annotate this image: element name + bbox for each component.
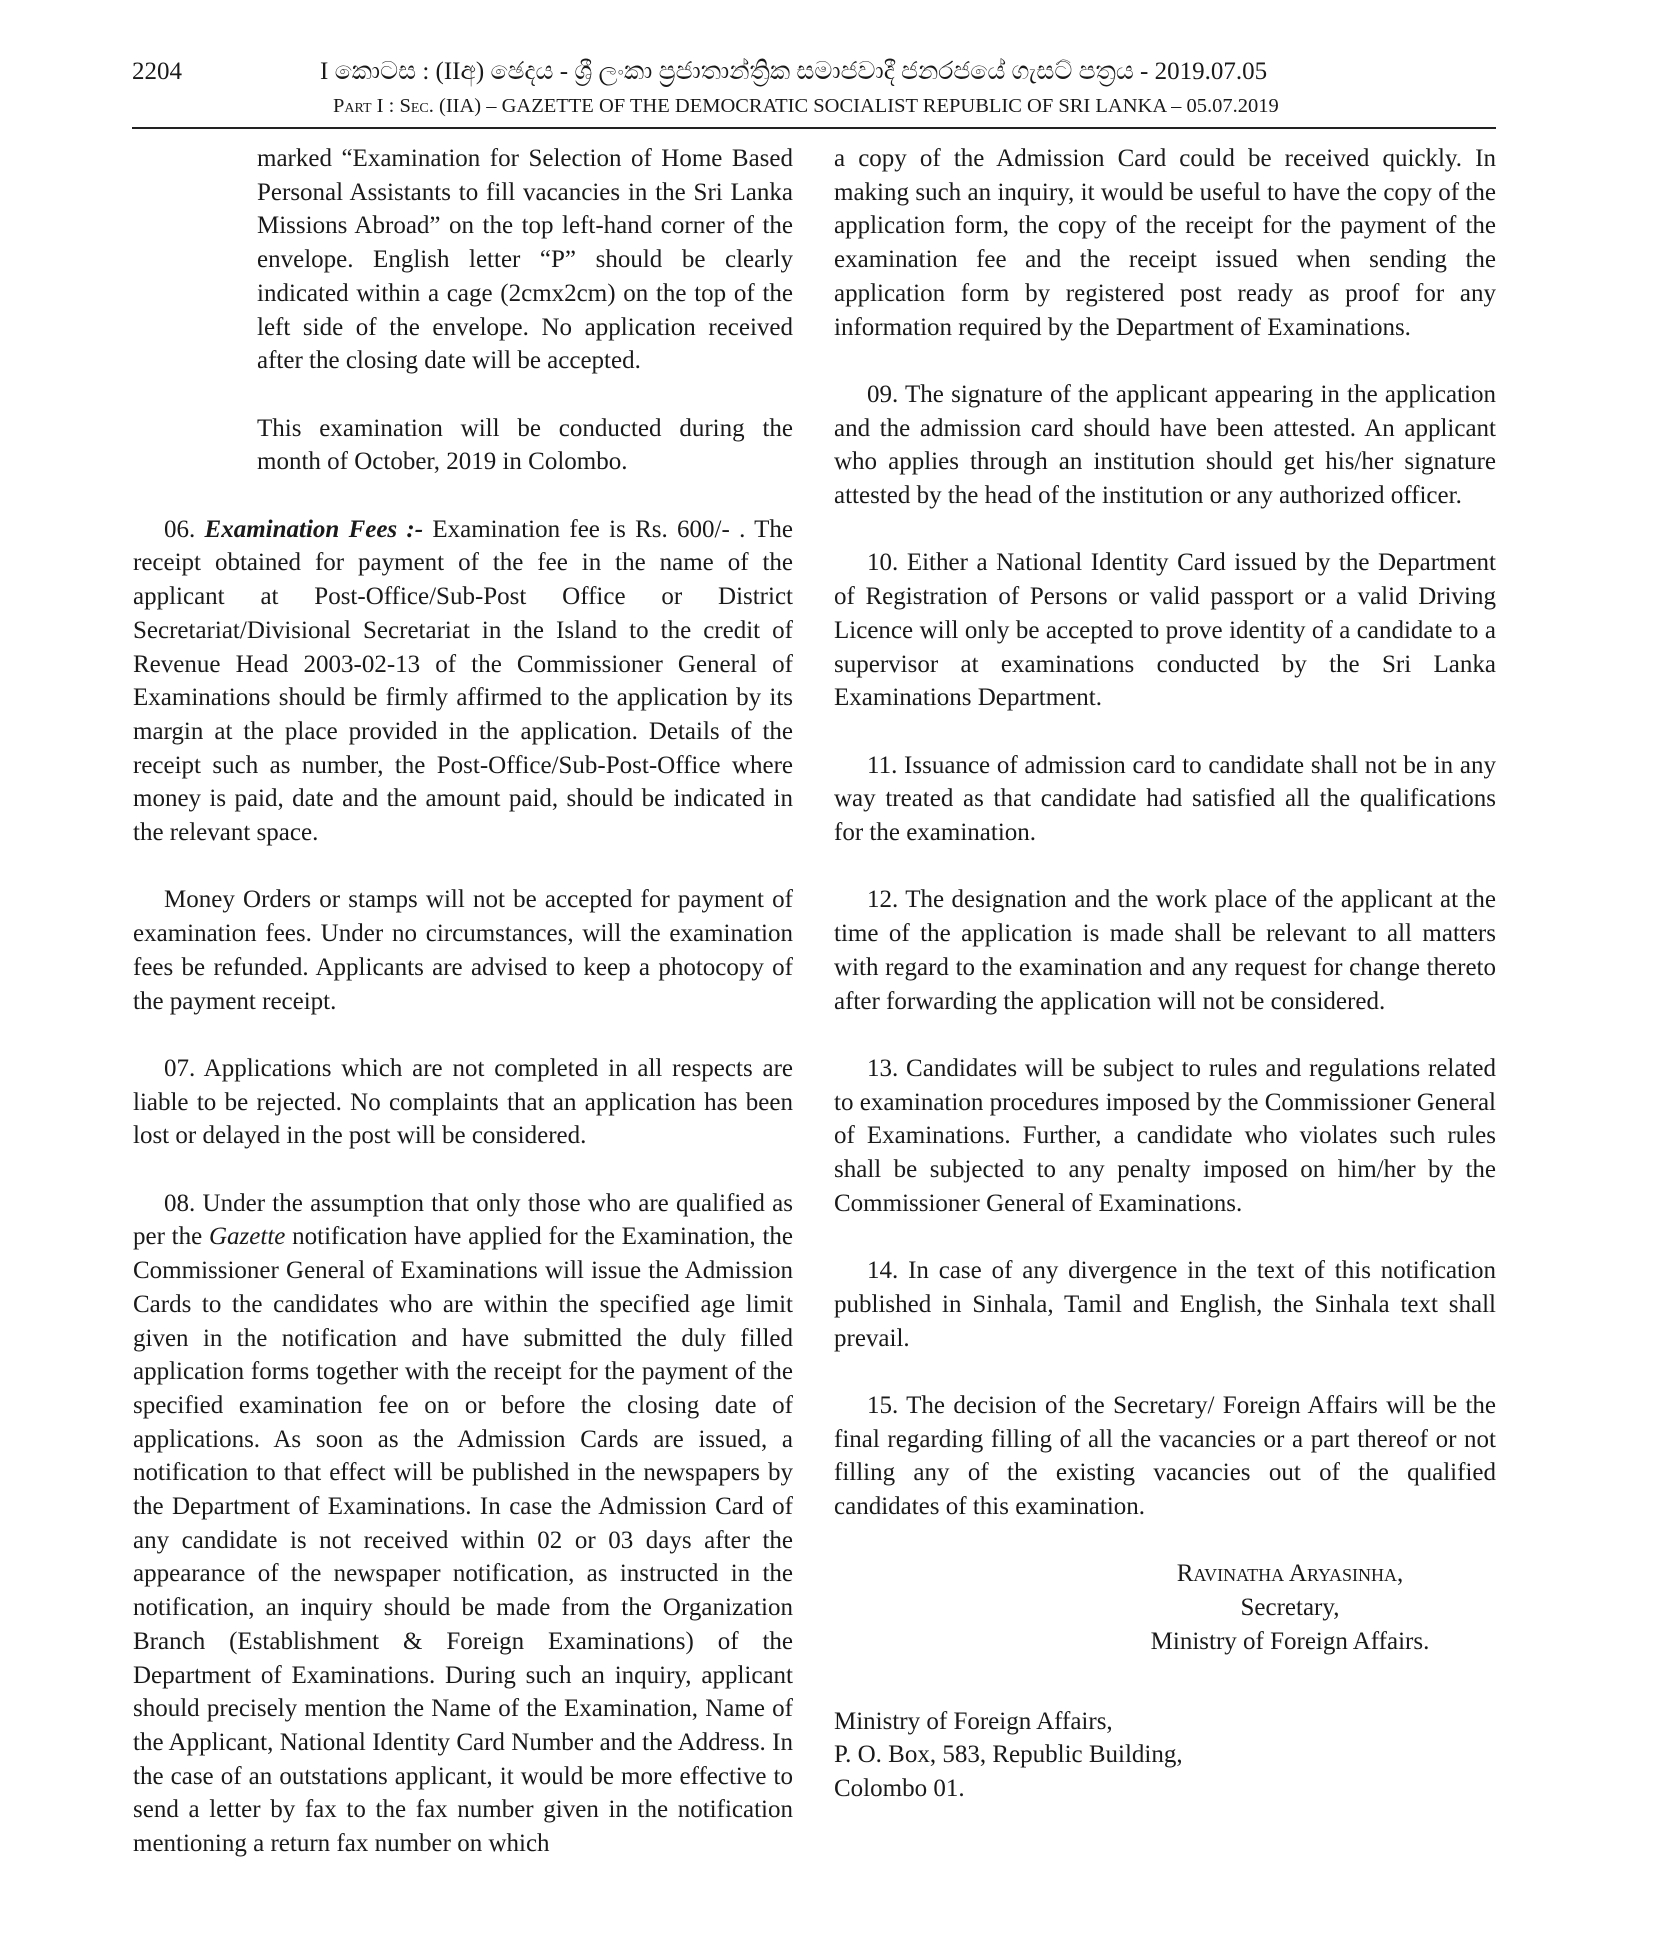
paragraph-exam-date: This examination will be conducted during the month of October, 2019 in Colombo. [257,414,793,476]
section-number: 06. [164,515,196,543]
left-column [133,142,793,1861]
address-line-3: Colombo 01. [834,1774,965,1802]
signatory-name: Ravinatha Aryasinha, [1176,1560,1404,1588]
paragraph-12-designation: 12. The designation and the work place of the applicant at the time of the application is made shall be relevant to all matters with regard to the examination and any request for change thereto after forwarding the application will not be considered. [834,886,1496,1015]
p08-text-a: 08. Under the assumption that only those who are qualified as per the [133,1189,793,1251]
page-number: 2204 [132,58,182,85]
paragraph-14-divergence: 14. In case of any divergence in the text of this notification published in Sinhala, Tamil and English, the Sinhala text shall prevail. [834,1257,1496,1352]
gazette-header-sinhala: I කොටස : (IIඅ) ඡෙදය - ශ්‍රී ලංකා ප්‍රජාතාන්ත්‍රික සමාජවාදී ජනරජයේ ගැසට් පත්‍රය - 2019.07.05 [320,58,1268,85]
p08-gazette: Gazette [209,1223,286,1251]
header-divider [132,127,1496,129]
address-line-2: P. O. Box, 583, Republic Building, [834,1741,1183,1769]
address-line-1: Ministry of Foreign Affairs, [834,1707,1113,1735]
paragraph-09-signature: 09. The signature of the applicant appearing in the application and the admission card should have been attested. An applicant who applies through an institution should get his/her signature attested by the head of the institution or any authorized officer. [834,380,1496,510]
ministry-address [834,1705,1496,1806]
signatory-title: Secretary, [1240,1594,1340,1622]
paragraph-08-admission-cards [133,1187,793,1861]
section-text: Examination fee is Rs. 600/- . The receipt obtained for payment of the fee in the name of the applicant at Post-Office/Sub-Post Office or District Secretariat/Divisional Secretariat in the Island to the credit of Revenue Head 2003-02-13 of the Commissioner General of Examinations should be firmly affirmed to the application by its margin at the place provided in the application. Details of the receipt such as number, the Post-Office/Sub-Post-Office where money is paid, date and the amount paid, should be indicated in the relevant space. [133,515,794,847]
paragraph-15-decision: 15. The decision of the Secretary/ Foreign Affairs will be the final regarding filling of all the vacancies or a part thereof or not filling any of the existing vacancies out of the qualified candidates of this examination. [834,1391,1496,1521]
paragraph-13-rules: 13. Candidates will be subject to rules and regulations related to examination procedures imposed by the Commissioner General of Examinations. Further, a candidate who violates such rules shall be subjected to any penalty imposed on him/her by the Commissioner General of Examinations. [834,1054,1496,1217]
section-heading: Examination Fees :- [204,515,424,543]
paragraph-07-applications: 07. Applications which are not completed in all respects are liable to be rejected. No complaints that an application has been lost or delayed in the post will be considered. [133,1054,793,1150]
paragraph-08-continued: a copy of the Admission Card could be received quickly. In making such an inquiry, it would be useful to have the copy of the application form, the copy of the receipt for the payment of the examination fee and the receipt issued when sending the application form by registered post ready as proof for any information required by the Department of Examinations. [834,145,1496,341]
paragraph-10-identity: 10. Either a National Identity Card issued by the Department of Registration of Persons or valid passport or a valid Driving Licence will only be accepted to prove identity of a candidate to a supervisor at examinations conducted by the Sri Lanka Examinations Department. [834,549,1496,712]
signature-block [1084,1557,1496,1658]
paragraph-06-examination-fees [133,513,793,850]
p08-text-b: notification have applied for the Examination, the Commissioner General of Examinations will issue the Admission Cards to the candidates who are within the specified age limit given in the notification and have submitted the duly filled application forms together with the receipt for the payment of the specified examination fee on or before the closing date of applications. As soon as the Admission Cards are issued, a notification to that effect will be published in the newspapers by the Department of Examinations. In case the Admission Card of any candidate is not received within 02 or 03 days after the appearance of the newspaper notification, as instructed in the notification, an inquiry should be made from the Organization Branch (Establishment & Foreign Examinations) of the Department of Examinations. During such an inquiry, applicant should precisely mention the Name of the Examination, Name of the Applicant, National Identity Card Number and the Address. In the case of an outstations applicant, it would be more effective to send a letter by fax to the fax number given in the notification mentioning a return fax number on which [133,1223,793,1858]
gazette-header-english: Part I : Sec. (IIA) – GAZETTE OF THE DEMOCRATIC SOCIALIST REPUBLIC OF SRI LANKA – 05.07.2019 [333,95,1279,117]
right-column [834,142,1496,1806]
paragraph-11-admission-card: 11. Issuance of admission card to candidate shall not be in any way treated as that candidate had satisfied all the qualifications for the examination. [834,751,1496,847]
signatory-ministry: Ministry of Foreign Affairs. [1150,1627,1430,1655]
paragraph-money-orders: Money Orders or stamps will not be accepted for payment of examination fees. Under no circumstances, will the examination fees be refunded. Applicants are advised to keep a photocopy of the payment receipt. [133,886,793,1015]
paragraph-envelope-instructions: marked “Examination for Selection of Home Based Personal Assistants to fill vacancies in the Sri Lanka Missions Abroad” on the top left-hand corner of the envelope. English letter “P” should be clearly indicated within a cage (2cmx2cm) on the top of the left side of the envelope. No application received after the closing date will be accepted. [257,145,793,375]
